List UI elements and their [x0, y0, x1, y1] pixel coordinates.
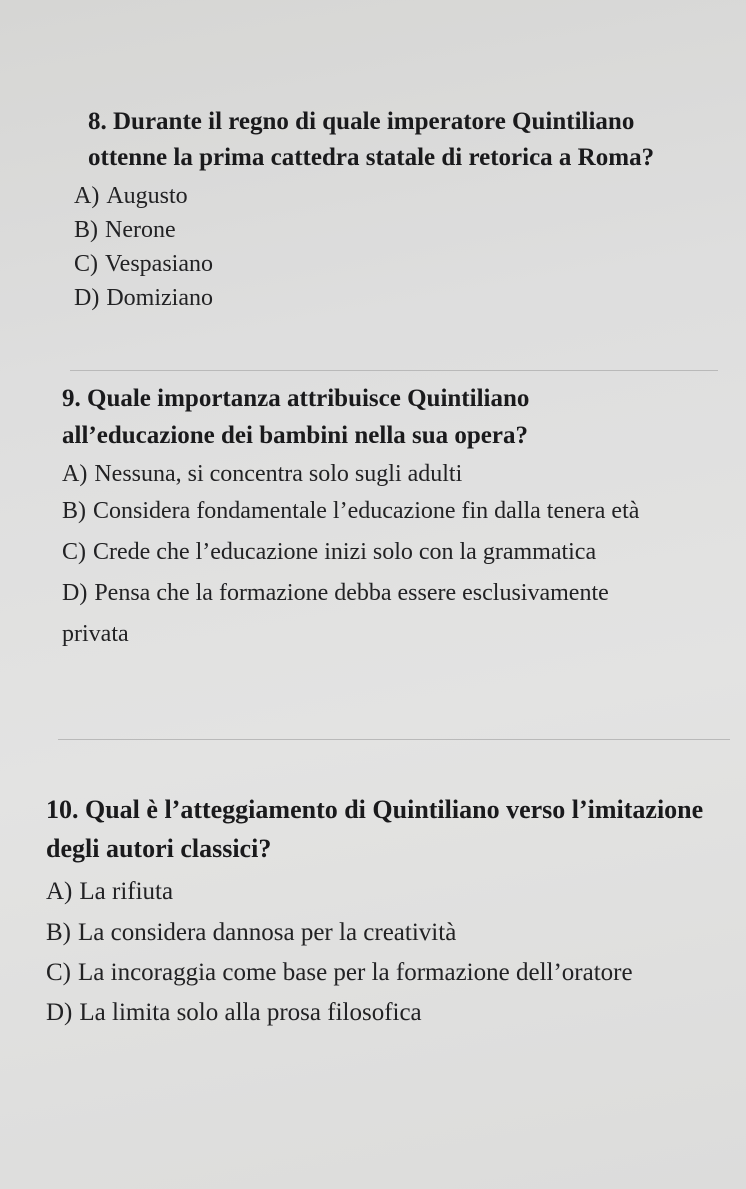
option-text: Crede che l’educazione inizi solo con la grammatica [93, 539, 597, 565]
question-number: 10. [46, 795, 79, 824]
option-letter: B) [62, 498, 86, 524]
option-c [46, 953, 686, 992]
option-text: Augusto [106, 183, 188, 209]
option-text: La rifiuta [79, 878, 174, 905]
option-letter: C) [46, 959, 71, 986]
option-letter: D) [74, 285, 100, 311]
option-text: La considera dannosa per la creatività [78, 919, 457, 946]
option-d [74, 281, 718, 315]
option-text: Considera fondamentale l’educazione fin dalla tenera età [93, 498, 640, 524]
option-letter: B) [46, 919, 71, 946]
option-letter: A) [62, 461, 88, 487]
option-b [46, 912, 736, 953]
option-d [62, 573, 662, 655]
option-d [46, 992, 736, 1033]
question-number: 9. [62, 385, 81, 412]
option-text: Domiziano [106, 285, 213, 311]
option-text: Nerone [105, 217, 176, 243]
option-letter: D) [62, 580, 88, 606]
option-text: La incoraggia come base per la formazione dell’oratore [78, 959, 633, 986]
question-text [46, 790, 736, 868]
question-text [88, 104, 718, 176]
option-a [62, 457, 722, 491]
question-number: 8. [88, 108, 107, 135]
option-letter: B) [74, 217, 98, 243]
option-letter: C) [62, 539, 86, 565]
divider [70, 370, 718, 371]
option-text: Vespasiano [105, 251, 213, 277]
option-a [74, 179, 718, 213]
option-text: Pensa che la formazione debba essere esclusivamente privata [62, 580, 609, 647]
option-text: Nessuna, si concentra solo sugli adulti [94, 461, 463, 487]
option-c [74, 247, 718, 281]
option-b [74, 213, 718, 247]
option-text: La limita solo alla prosa filosofica [79, 999, 422, 1026]
question-10 [46, 790, 736, 1033]
question-text [62, 380, 682, 454]
option-letter: A) [46, 878, 73, 905]
question-body: Qual è l’atteggiamento di Quintiliano verso l’imitazione degli autori classici? [46, 795, 704, 863]
option-c [62, 532, 662, 573]
divider [58, 739, 730, 740]
question-8 [74, 104, 718, 315]
option-letter: D) [46, 999, 73, 1026]
option-letter: C) [74, 251, 98, 277]
question-body: Quale importanza attribuisce Quintiliano all’educazione dei bambini nella sua opera? [62, 385, 530, 449]
question-body: Durante il regno di quale imperatore Quintiliano ottenne la prima cattedra statale di retorica a Roma? [88, 108, 655, 171]
option-a [46, 871, 736, 912]
option-b [62, 491, 722, 532]
question-9 [62, 380, 722, 655]
option-letter: A) [74, 183, 100, 209]
